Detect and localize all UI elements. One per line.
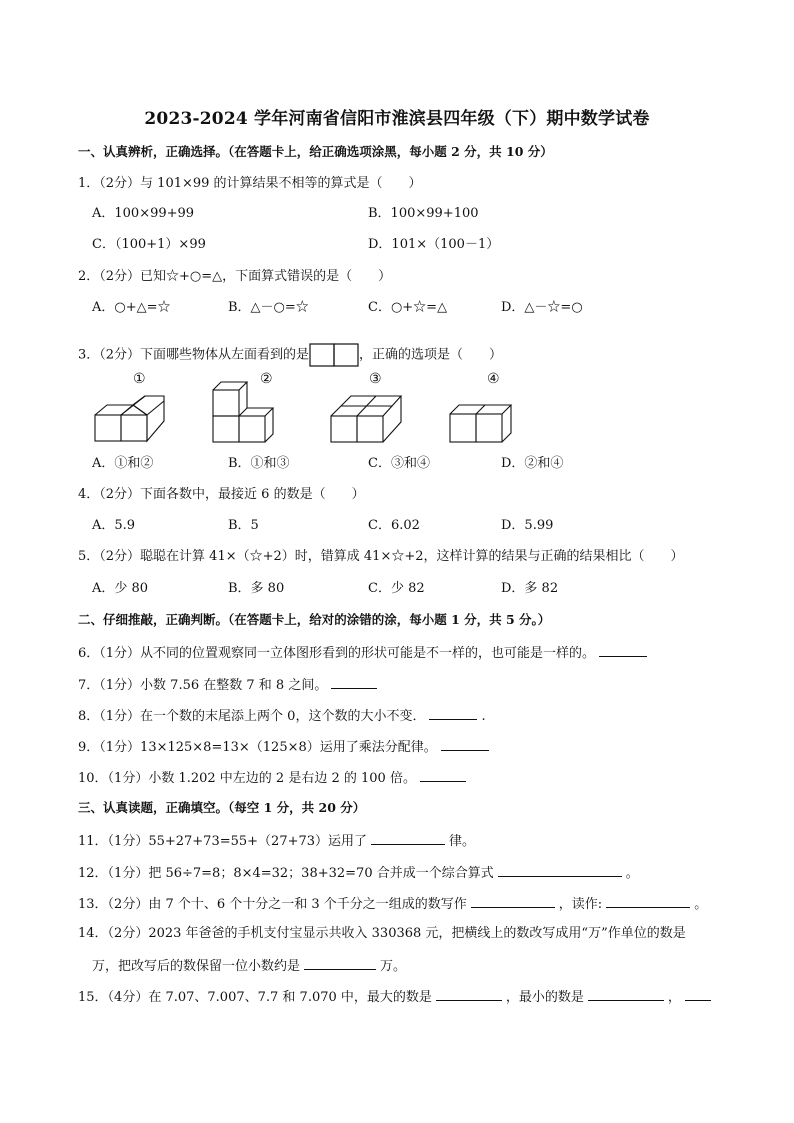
section-2-heading: 二、仔细推敲，正确判断。（在答题卡上，给对的涂错的涂，每小题 1 分，共 5 分。） [78, 612, 551, 627]
q8-line: 8．（1分）在一个数的末尾添上两个 0，这个数的大小不变． . [78, 709, 486, 724]
q4-stem: 4．（2分）下面各数中，最接近 6 的数是（ ） [78, 487, 365, 502]
q15-answer-blank-2[interactable] [588, 988, 664, 1001]
q11-answer-blank[interactable] [371, 832, 445, 845]
q12-answer-blank[interactable] [498, 864, 622, 877]
q2-option-d[interactable]: D．△－☆=○ [501, 300, 583, 315]
q14-suffix: 万。 [380, 959, 407, 974]
q3-option-b[interactable]: B．①和③ [228, 456, 290, 471]
q2-option-c[interactable]: C．○+☆=△ [368, 300, 448, 315]
q12-line [78, 864, 639, 882]
q8-stem: 8．（1分）在一个数的末尾添上两个 0，这个数的大小不变． [78, 709, 426, 724]
q11-line [78, 832, 475, 850]
q14-answer-blank[interactable] [304, 957, 376, 970]
q15-stem: 15．（4分）在 7.07、7.007、7.7 和 7.070 中，最大的数是 [78, 990, 432, 1005]
q1-option-d[interactable]: D．101×（100－1） [368, 237, 500, 252]
q1-option-a[interactable]: A．100×99+99 [92, 206, 195, 221]
q2-option-a[interactable]: A．○+△=☆ [92, 300, 171, 315]
q4-option-c[interactable]: C．6.02 [368, 518, 420, 533]
section-3-heading: 三、认真读题，正确填空。（每空 1 分，共 20 分） [78, 800, 366, 815]
q6-line [78, 644, 651, 662]
q13-stem: 13．（2分）由 7 个十、6 个十分之一和 3 个千分之一组成的数写作 [78, 897, 467, 912]
q7-answer-blank[interactable] [331, 676, 377, 689]
figure-2-label: ② [260, 371, 273, 387]
q4-option-a[interactable]: A．5.9 [92, 518, 136, 533]
q9-stem: 9．（1分）13×125×8=13×（125×8）运用了乘法分配律。 [78, 740, 437, 755]
q9-line [78, 738, 493, 756]
q3-stem-pre: 3．（2分）下面哪些物体从左面看到的是 [78, 347, 310, 363]
figure-3-cubes [330, 394, 404, 444]
q11-stem: 11．（1分）55+27+73=55+（27+73）运用了 [78, 834, 368, 849]
q12-suffix: 。 [625, 866, 639, 881]
q15-mid: ，最小的数是 [505, 990, 584, 1005]
q15-line [78, 988, 715, 1006]
q8-answer-blank[interactable] [429, 707, 477, 720]
q4-option-d[interactable]: D．5.99 [501, 518, 554, 533]
q1-stem: 1．（2分）与 101×99 的计算结果不相等的算式是（ ） [78, 176, 422, 191]
q7-stem: 7．（1分）小数 7.56 在整数 7 和 8 之间。 [78, 678, 328, 693]
q14-line-1: 14．（2分）2023 年爸爸的手机支付宝显示共收入 330368 元，把横线上的数改写成用“万”作单位的数是 [78, 926, 686, 941]
q10-stem: 10．（1分）小数 1.202 中左边的 2 是右边 2 的 100 倍。 [78, 771, 416, 786]
q5-option-a[interactable]: A．少 80 [92, 581, 149, 596]
figure-3-label: ③ [369, 371, 382, 387]
q3-stem [78, 343, 502, 367]
q13-mid: ，读作: [558, 897, 603, 912]
figure-1-cubes [94, 395, 166, 443]
q13-suffix: 。 [694, 897, 708, 912]
q1-option-c[interactable]: C．（100+1）×99 [92, 237, 206, 252]
q12-stem: 12．（1分）把 56÷7=8；8×4=32；38+32=70 合并成一个综合算式 [78, 866, 494, 881]
q13-line [78, 895, 707, 913]
figure-1-label: ① [133, 371, 146, 387]
q15-answer-blank-3[interactable] [685, 988, 711, 1001]
q15-suffix: ， [667, 990, 681, 1005]
q2-stem: 2．（2分）已知☆+○=△，下面算式错误的是（ ） [78, 269, 392, 284]
q13-answer-blank-2[interactable] [606, 895, 690, 908]
figure-4-cubes [449, 404, 513, 444]
q6-answer-blank[interactable] [599, 644, 647, 657]
q5-option-c[interactable]: C．少 82 [368, 581, 425, 596]
q3-option-c[interactable]: C．③和④ [368, 456, 430, 471]
q2-option-b[interactable]: B．△－○=☆ [228, 300, 309, 315]
q10-answer-blank[interactable] [420, 769, 466, 782]
section-1-heading: 一、认真辨析，正确选择。（在答题卡上，给正确选项涂黑，每小题 2 分，共 10 分） [78, 144, 553, 159]
q1-option-b[interactable]: B．100×99+100 [368, 206, 479, 221]
q11-suffix: 律。 [449, 834, 476, 849]
q6-stem: 6．（1分）从不同的位置观察同一立体图形看到的形状可能是不一样的，也可能是一样的。 [78, 646, 596, 661]
q10-line [78, 769, 470, 787]
q5-option-d[interactable]: D．多 82 [501, 581, 559, 596]
q3-option-a[interactable]: A．①和② [92, 456, 154, 471]
q15-answer-blank-1[interactable] [436, 988, 502, 1001]
q5-stem: 5．（2分）聪聪在计算 41×（☆+2）时，错算成 41×☆+2，这样计算的结果与正确的结果相比（ ） [78, 549, 684, 564]
q13-answer-blank-1[interactable] [471, 895, 555, 908]
page-title: 2023-2024 学年河南省信阳市淮滨县四年级（下）期中数学试卷 [144, 109, 650, 129]
q14-line-2 [92, 957, 406, 975]
q3-stem-post: ，正确的选项是（ ） [359, 347, 503, 363]
figure-4-label: ④ [487, 371, 500, 387]
q3-option-d[interactable]: D．②和④ [501, 456, 564, 471]
q14-stem-2: 万，把改写后的数保留一位小数约是 [92, 959, 301, 974]
q7-line [78, 676, 381, 694]
q4-option-b[interactable]: B．5 [228, 518, 259, 533]
q5-option-b[interactable]: B．多 80 [228, 581, 285, 596]
q9-answer-blank[interactable] [441, 738, 489, 751]
left-view-figure [309, 343, 359, 367]
figure-2-cubes [212, 380, 274, 444]
